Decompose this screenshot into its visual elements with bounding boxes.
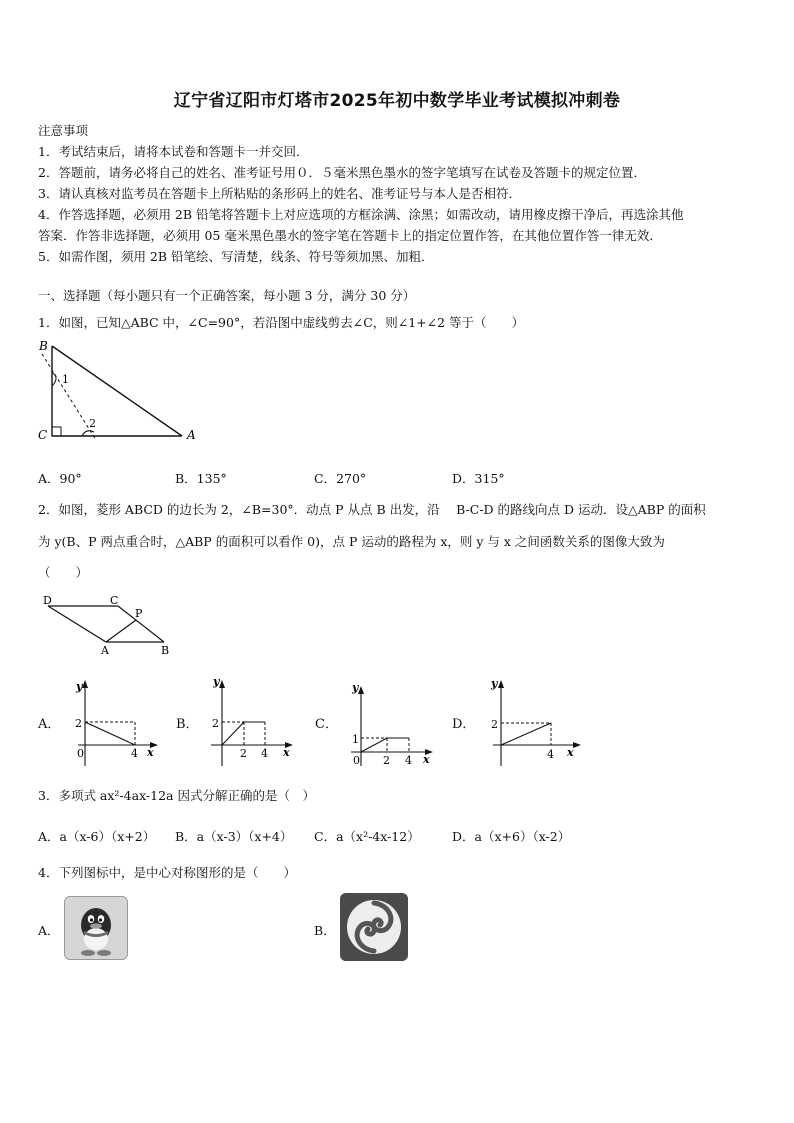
label-C: C	[38, 428, 48, 442]
graph-d-letter[interactable]: D．	[452, 717, 476, 732]
note-item: 3．请认真核对监考员在答题卡上所粘贴的条形码上的姓名、准考证号与本人是否相符．	[38, 186, 521, 201]
section-heading: 一、选择题（每小题只有一个正确答案，每小题 3 分，满分 30 分）	[38, 288, 416, 303]
graph-c	[347, 676, 437, 766]
note-item: 2．答题前，请务必将自己的姓名、准考证号用０．５毫米黑色墨水的签字笔填写在试卷及答题卡的规定位置．	[38, 165, 646, 180]
graph-b-letter[interactable]: B．	[176, 717, 199, 732]
label-B: B	[161, 644, 170, 657]
label-C: C	[110, 594, 119, 607]
svg-text:1: 1	[352, 733, 359, 746]
angle-2-label: 2	[89, 417, 96, 430]
svg-text:x: x	[423, 753, 430, 766]
question-2-line: 2．如图，菱形 ABCD 的边长为 2，∠B=30°．动点 P 从点 B 出发，沿 B-C-D 的路线向点 D 运动．设△ABP 的面积	[38, 502, 706, 517]
graph-a	[70, 676, 160, 766]
svg-text:y: y	[213, 676, 220, 688]
swirl-icon[interactable]	[340, 893, 408, 961]
label-B: B	[39, 339, 48, 353]
label-P: P	[135, 607, 143, 620]
q4-option-a[interactable]: A．	[38, 923, 60, 938]
page-title: 辽宁省辽阳市灯塔市2025年初中数学毕业考试模拟冲刺卷	[173, 91, 621, 111]
svg-text:y: y	[491, 677, 498, 690]
note-item: 4．作答选择题，必须用 2B 铅笔将答题卡上对应选项的方框涂满、涂黑；如需改动，请用橡皮擦干净后，再选涂其他	[38, 207, 684, 222]
q4-option-b[interactable]: B．	[314, 923, 336, 938]
penguin-icon[interactable]	[64, 896, 128, 960]
label-D: D	[43, 594, 52, 607]
question-2-line: 为 y(B、P 两点重合时，△ABP 的面积可以看作 0)，点 P 运动的路程为 x，则 y 与 x 之间函数关系的图像大致为	[38, 534, 665, 549]
graph-d	[487, 676, 587, 766]
notes-heading: 注意事项	[38, 123, 89, 138]
svg-text:x: x	[283, 746, 290, 759]
svg-text:x: x	[567, 746, 574, 759]
graph-b	[207, 676, 297, 766]
label-A: A	[187, 428, 196, 442]
graph-c-letter[interactable]: C．	[315, 717, 338, 732]
label-A: A	[101, 644, 109, 657]
svg-text:y: y	[76, 680, 83, 693]
q3-option-b[interactable]: B．a（x-3）（x+4）	[175, 829, 293, 844]
svg-text:2: 2	[212, 717, 219, 730]
q3-option-d[interactable]: D．a（x+6）（x-2）	[452, 829, 571, 844]
svg-text:x: x	[147, 746, 154, 759]
question-2-line: （ ）	[38, 565, 89, 580]
svg-text:4: 4	[547, 748, 554, 761]
question-3-stem: 3．多项式 ax²-4ax-12a 因式分解正确的是（ ）	[38, 788, 315, 803]
graph-a-letter[interactable]: A．	[38, 717, 61, 732]
svg-text:2: 2	[383, 754, 390, 766]
note-item: 1．考试结束后，请将本试卷和答题卡一并交回．	[38, 144, 309, 159]
svg-text:4: 4	[261, 747, 268, 760]
svg-text:y: y	[352, 681, 359, 694]
q1-option-c[interactable]: C．270°	[314, 471, 367, 486]
q1-option-a[interactable]: A．90°	[38, 471, 82, 486]
triangle-figure	[30, 336, 210, 446]
svg-text:4: 4	[405, 754, 412, 766]
angle-1-label: 1	[62, 373, 69, 386]
question-4-stem: 4．下列图标中，是中心对称图形的是（ ）	[38, 865, 296, 880]
q1-option-b[interactable]: B．135°	[175, 471, 227, 486]
q1-option-d[interactable]: D．315°	[452, 471, 505, 486]
rhombus-figure	[38, 592, 178, 657]
q3-option-c[interactable]: C．a（x²-4x-12）	[314, 829, 420, 844]
question-1-stem: 1．如图，已知△ABC 中，∠C=90°，若沿图中虚线剪去∠C，则∠1+∠2 等于（ ）	[38, 315, 525, 330]
svg-text:2: 2	[491, 718, 498, 731]
q3-option-a[interactable]: A．a（x-6）（x+2）	[38, 829, 156, 844]
svg-text:4: 4	[131, 747, 138, 760]
svg-text:0: 0	[353, 754, 360, 766]
svg-text:0: 0	[77, 747, 84, 760]
svg-text:2: 2	[240, 747, 247, 760]
note-item: 5．如需作图，须用 2B 铅笔绘、写清楚，线条、符号等须加黑、加粗．	[38, 249, 434, 264]
svg-text:2: 2	[75, 717, 82, 730]
note-item: 答案．作答非选择题，必须用 05 毫米黑色墨水的签字笔在答题卡上的指定位置作答，在其他位置作答一律无效．	[38, 228, 662, 243]
